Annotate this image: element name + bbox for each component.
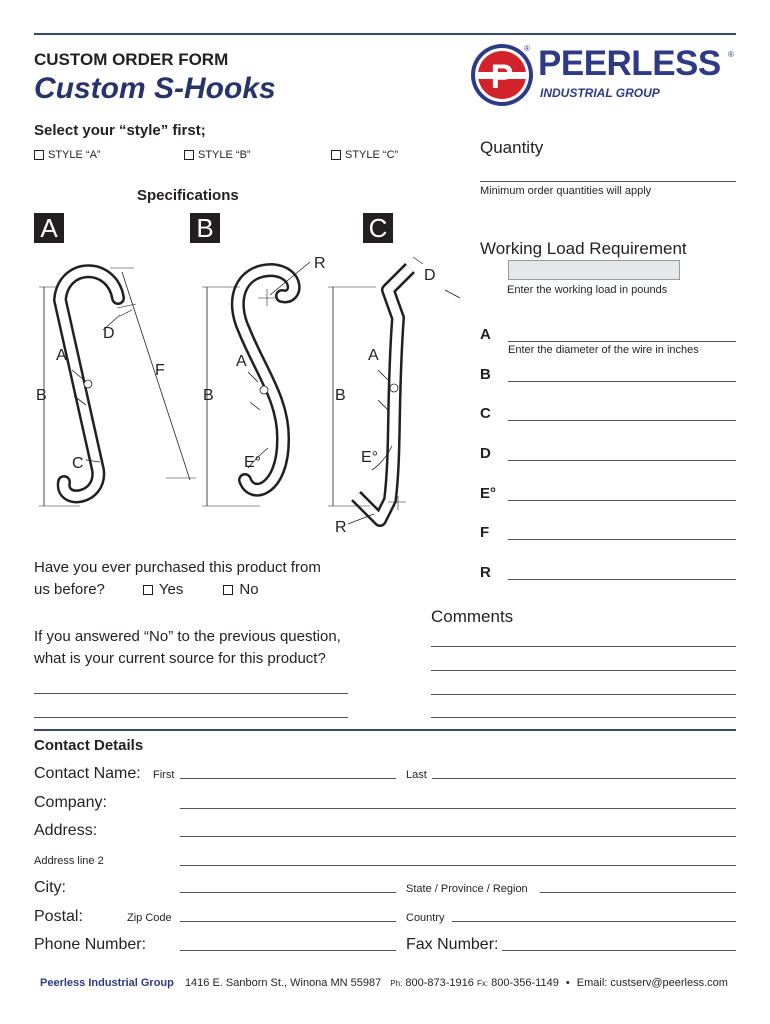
phone-field[interactable] bbox=[180, 950, 396, 951]
dimension-label: A bbox=[480, 326, 491, 343]
fax-label: Fax Number: bbox=[406, 936, 499, 953]
contact-name-label: Contact Name: bbox=[34, 765, 141, 782]
footer-email: Email: custserv@peerless.com bbox=[576, 977, 728, 989]
logo-reg-mark-2: ® bbox=[728, 50, 734, 59]
hook-c-drawing bbox=[328, 257, 460, 524]
working-load-label: Working Load Requirement bbox=[480, 239, 687, 258]
specifications-heading: Specifications bbox=[137, 187, 239, 204]
address2-field[interactable] bbox=[180, 865, 736, 866]
fax-field[interactable] bbox=[502, 950, 736, 951]
comments-line-3[interactable] bbox=[431, 694, 736, 695]
logo-reg-mark: ® bbox=[524, 44, 530, 53]
dimension-label: D bbox=[480, 445, 491, 462]
yes-checkbox[interactable] bbox=[143, 585, 153, 595]
zip-field[interactable] bbox=[180, 921, 396, 922]
dimension-label: R bbox=[480, 564, 491, 581]
logo-monogram: P bbox=[490, 58, 514, 96]
state-label: State / Province / Region bbox=[406, 883, 528, 895]
footer-ph-label: Ph: bbox=[390, 979, 403, 988]
comments-line-2[interactable] bbox=[431, 670, 736, 671]
dimension-field[interactable] bbox=[508, 500, 736, 501]
s-hook-diagrams bbox=[0, 0, 470, 545]
zip-label: Zip Code bbox=[127, 912, 172, 924]
comments-line-4[interactable] bbox=[431, 717, 736, 718]
dimension-label: E° bbox=[480, 485, 497, 502]
dimension-note: Enter the diameter of the wire in inches bbox=[508, 344, 699, 356]
hook-a-label-c: C bbox=[72, 455, 84, 472]
quantity-note: Minimum order quantities will apply bbox=[480, 185, 652, 197]
source-answer-line-2[interactable] bbox=[34, 717, 348, 718]
hook-c-label-a: A bbox=[368, 347, 379, 364]
style-c-badge: C bbox=[363, 213, 393, 243]
hook-a-drawing bbox=[39, 268, 196, 506]
style-b-label: STYLE “B” bbox=[198, 149, 251, 161]
style-select-heading: Select your “style” first; bbox=[34, 122, 206, 139]
footer-bullet: • bbox=[565, 977, 570, 989]
yes-option[interactable] bbox=[143, 579, 183, 601]
source-question-line1: If you answered “No” to the previous question, bbox=[34, 628, 341, 645]
hook-a-label-d: D bbox=[103, 325, 115, 342]
country-label: Country bbox=[406, 912, 445, 924]
source-question-line2: what is your current source for this product? bbox=[34, 650, 326, 667]
footer-phone: 800-873-1916 bbox=[405, 977, 474, 989]
last-name-label: Last bbox=[406, 769, 427, 781]
address-label: Address: bbox=[34, 822, 98, 839]
comments-line-1[interactable] bbox=[431, 646, 736, 647]
no-option[interactable] bbox=[223, 579, 258, 601]
dimension-field[interactable] bbox=[508, 420, 736, 421]
source-answer-line-1[interactable] bbox=[34, 693, 348, 694]
dimension-label: F bbox=[480, 524, 490, 541]
style-a-badge: A bbox=[34, 213, 64, 243]
form-title: Custom S-Hooks bbox=[34, 72, 276, 105]
no-checkbox[interactable] bbox=[223, 585, 233, 595]
no-label: No bbox=[239, 581, 259, 598]
state-field[interactable] bbox=[540, 892, 736, 893]
hook-c-label-b: B bbox=[335, 387, 346, 404]
first-name-label: First bbox=[153, 769, 175, 781]
hook-c-label-e: E° bbox=[361, 449, 379, 466]
dimension-label: B bbox=[480, 366, 491, 383]
dimension-field[interactable] bbox=[508, 460, 736, 461]
footer-address: 1416 E. Sanborn St., Winona MN 55987 bbox=[184, 977, 382, 989]
dimension-field[interactable] bbox=[508, 539, 736, 540]
peerless-logo bbox=[470, 42, 740, 110]
source-question bbox=[34, 626, 341, 670]
purchase-question-line2: us before? bbox=[34, 581, 105, 598]
hook-a-label-f: F bbox=[155, 362, 165, 379]
yes-label: Yes bbox=[158, 581, 184, 598]
company-label: Company: bbox=[34, 794, 107, 811]
style-b-badge: B bbox=[190, 213, 220, 243]
comments-label: Comments bbox=[431, 607, 514, 626]
hook-c-label-d: D bbox=[424, 267, 436, 284]
form-kicker: CUSTOM ORDER FORM bbox=[34, 50, 229, 69]
company-field[interactable] bbox=[180, 808, 736, 809]
hook-b-label-a: A bbox=[236, 353, 247, 370]
working-load-input[interactable] bbox=[508, 260, 680, 280]
working-load-note: Enter the working load in pounds bbox=[507, 284, 668, 296]
footer-company: Peerless Industrial Group bbox=[40, 977, 174, 989]
dimension-field[interactable] bbox=[508, 579, 736, 580]
quantity-label: Quantity bbox=[480, 138, 544, 157]
hook-b-label-r: R bbox=[314, 255, 326, 272]
style-a-label: STYLE “A” bbox=[48, 149, 101, 161]
phone-label: Phone Number: bbox=[34, 936, 147, 953]
footer bbox=[40, 977, 728, 989]
logo-subtitle: INDUSTRIAL GROUP bbox=[540, 86, 660, 100]
address-field[interactable] bbox=[180, 836, 736, 837]
dimension-field[interactable] bbox=[508, 341, 736, 342]
purchase-question-line1: Have you ever purchased this product from bbox=[34, 559, 321, 576]
hook-a-label-a: A bbox=[56, 347, 67, 364]
dimension-field[interactable] bbox=[508, 381, 736, 382]
city-label: City: bbox=[34, 879, 66, 896]
postal-label: Postal: bbox=[34, 908, 83, 925]
city-field[interactable] bbox=[180, 892, 396, 893]
hook-b-label-e: E° bbox=[244, 454, 262, 471]
hook-a-label-b: B bbox=[36, 387, 47, 404]
hook-b-label-b: B bbox=[203, 387, 214, 404]
logo-name: PEERLESS bbox=[538, 44, 721, 83]
style-c-label: STYLE “C” bbox=[345, 149, 399, 161]
dimension-label: C bbox=[480, 405, 491, 422]
purchase-question bbox=[34, 557, 321, 601]
last-name-field[interactable] bbox=[432, 778, 736, 779]
contact-heading: Contact Details bbox=[34, 737, 144, 754]
footer-fax: 800-356-1149 bbox=[491, 977, 559, 989]
country-field[interactable] bbox=[452, 921, 736, 922]
hook-c-label-r: R bbox=[335, 519, 347, 536]
footer-fx-label: Fx: bbox=[476, 979, 489, 988]
contact-rule bbox=[34, 729, 736, 731]
address2-label: Address line 2 bbox=[34, 855, 104, 867]
first-name-field[interactable] bbox=[180, 778, 396, 779]
quantity-field[interactable] bbox=[480, 181, 736, 182]
